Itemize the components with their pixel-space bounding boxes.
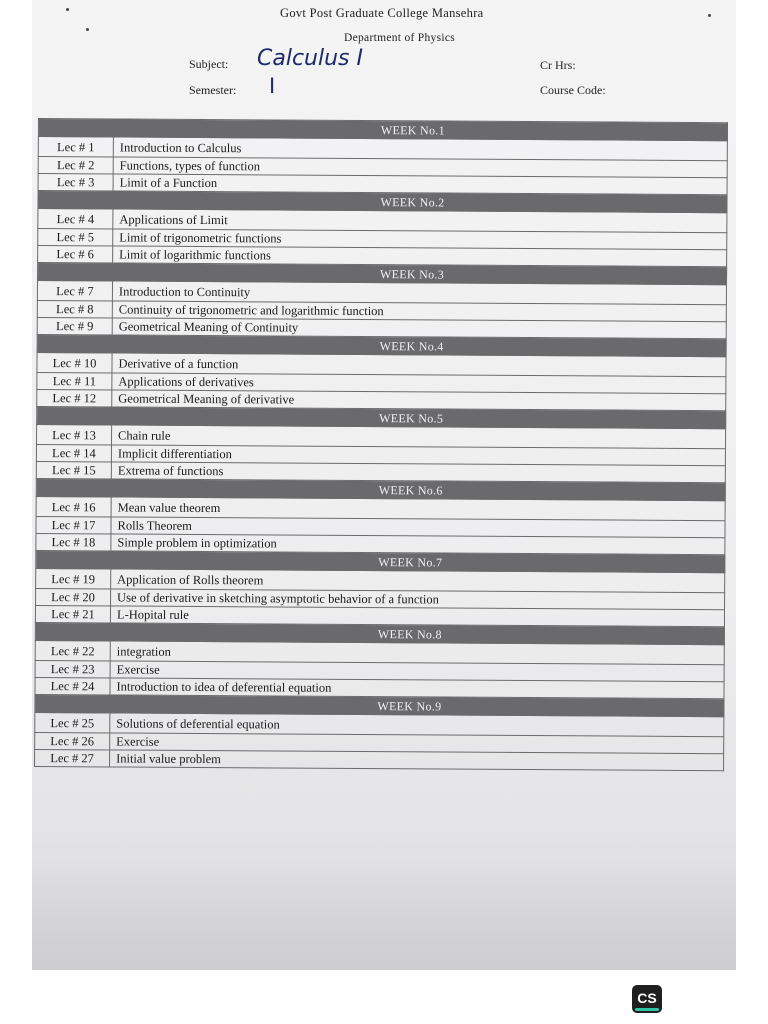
schedule-body — [35, 119, 728, 771]
lecture-number: Lec # 24 — [35, 677, 110, 694]
lecture-number: Lec # 14 — [36, 444, 111, 461]
lecture-number: Lec # 10 — [37, 352, 112, 372]
week-label: WEEK No.6 — [378, 482, 443, 497]
college-name: Govt Post Graduate College Mansehra — [280, 6, 484, 20]
lecture-topic: Extrema of functions — [111, 462, 725, 483]
subject-label: Subject: — [189, 57, 229, 71]
week-label: WEEK No.8 — [377, 626, 442, 641]
table-row — [35, 749, 724, 770]
lecture-topic: Derivative of a function — [112, 353, 726, 377]
lecture-number: Lec # 16 — [36, 496, 111, 516]
lecture-topic: Solutions of deferential equation — [110, 713, 724, 737]
lecture-number: Lec # 8 — [37, 300, 112, 317]
lecture-number: Lec # 5 — [38, 229, 113, 246]
lecture-topic: Rolls Theorem — [111, 517, 725, 538]
lecture-schedule-table — [34, 118, 728, 771]
course-code-label: Course Code: — [540, 83, 606, 97]
lecture-number: Lec # 26 — [35, 732, 110, 749]
cr-hrs-label: Cr Hrs: — [540, 58, 576, 72]
lecture-topic: Simple problem in optimization — [111, 534, 725, 555]
lecture-number: Lec # 11 — [37, 372, 112, 389]
lecture-number: Lec # 21 — [35, 605, 110, 622]
lecture-topic: Use of derivative in sketching asymptotic behavior of a function — [111, 589, 725, 610]
lecture-topic: Geometrical Meaning of derivative — [112, 390, 726, 411]
week-label: WEEK No.5 — [379, 410, 444, 425]
speck-mark — [66, 8, 69, 11]
lecture-topic: Mean value theorem — [111, 497, 725, 521]
week-label: WEEK No.7 — [378, 554, 443, 569]
lecture-topic: Geometrical Meaning of Continuity — [112, 318, 726, 339]
lecture-number: Lec # 18 — [36, 533, 111, 550]
lecture-topic: Limit of logarithmic functions — [113, 246, 727, 267]
lecture-number: Lec # 2 — [38, 157, 113, 174]
lecture-number: Lec # 6 — [38, 246, 113, 263]
lecture-topic: L-Hopital rule — [110, 606, 724, 627]
week-label: WEEK No.9 — [377, 698, 442, 713]
lecture-topic: Functions, types of function — [113, 157, 727, 178]
lecture-topic: Initial value problem — [110, 750, 724, 771]
lecture-topic: Applications of derivatives — [112, 373, 726, 394]
week-label: WEEK No.2 — [380, 194, 445, 209]
lecture-number: Lec # 25 — [35, 712, 110, 732]
lecture-topic: Continuity of trigonometric and logarithmic function — [112, 301, 726, 322]
week-label: WEEK No.4 — [379, 338, 444, 353]
speck-mark — [86, 28, 89, 31]
department-name: Department of Physics — [344, 32, 456, 44]
lecture-topic: integration — [110, 641, 724, 665]
lecture-number: Lec # 22 — [35, 640, 110, 660]
semester-label: Semester: — [189, 83, 237, 97]
lecture-topic: Exercise — [110, 661, 724, 682]
lecture-topic: Introduction to Calculus — [113, 137, 727, 161]
lecture-topic: Introduction to Continuity — [112, 281, 726, 305]
lecture-number: Lec # 7 — [37, 281, 112, 301]
lecture-number: Lec # 15 — [36, 461, 111, 478]
week-label: WEEK No.3 — [379, 266, 445, 281]
lecture-number: Lec # 1 — [38, 137, 113, 157]
camscanner-badge: CS — [632, 985, 662, 1013]
lecture-number: Lec # 12 — [37, 389, 112, 406]
lecture-number: Lec # 13 — [37, 424, 112, 444]
lecture-topic: Introduction to idea of deferential equation — [110, 678, 724, 699]
document-photo — [32, 0, 736, 970]
lecture-number: Lec # 3 — [38, 174, 113, 191]
lecture-topic: Limit of trigonometric functions — [113, 229, 727, 250]
lecture-number: Lec # 20 — [36, 588, 111, 605]
lecture-topic: Chain rule — [112, 425, 726, 449]
lecture-number: Lec # 17 — [36, 516, 111, 533]
subject-value: Calculus I — [257, 46, 363, 71]
lecture-number: Lec # 27 — [35, 749, 110, 766]
semester-value: I — [269, 74, 276, 98]
lecture-number: Lec # 4 — [38, 209, 113, 229]
lecture-number: Lec # 23 — [35, 660, 110, 677]
week-label: WEEK No.1 — [380, 122, 445, 137]
lecture-topic: Limit of a Function — [113, 174, 727, 195]
lecture-topic: Exercise — [110, 733, 724, 754]
lecture-number: Lec # 9 — [37, 317, 112, 334]
lecture-topic: Application of Rolls theorem — [111, 569, 725, 593]
lecture-topic: Applications of Limit — [113, 209, 727, 233]
speck-mark — [708, 14, 711, 17]
lecture-topic: Implicit differentiation — [111, 445, 725, 466]
lecture-number: Lec # 19 — [36, 568, 111, 588]
